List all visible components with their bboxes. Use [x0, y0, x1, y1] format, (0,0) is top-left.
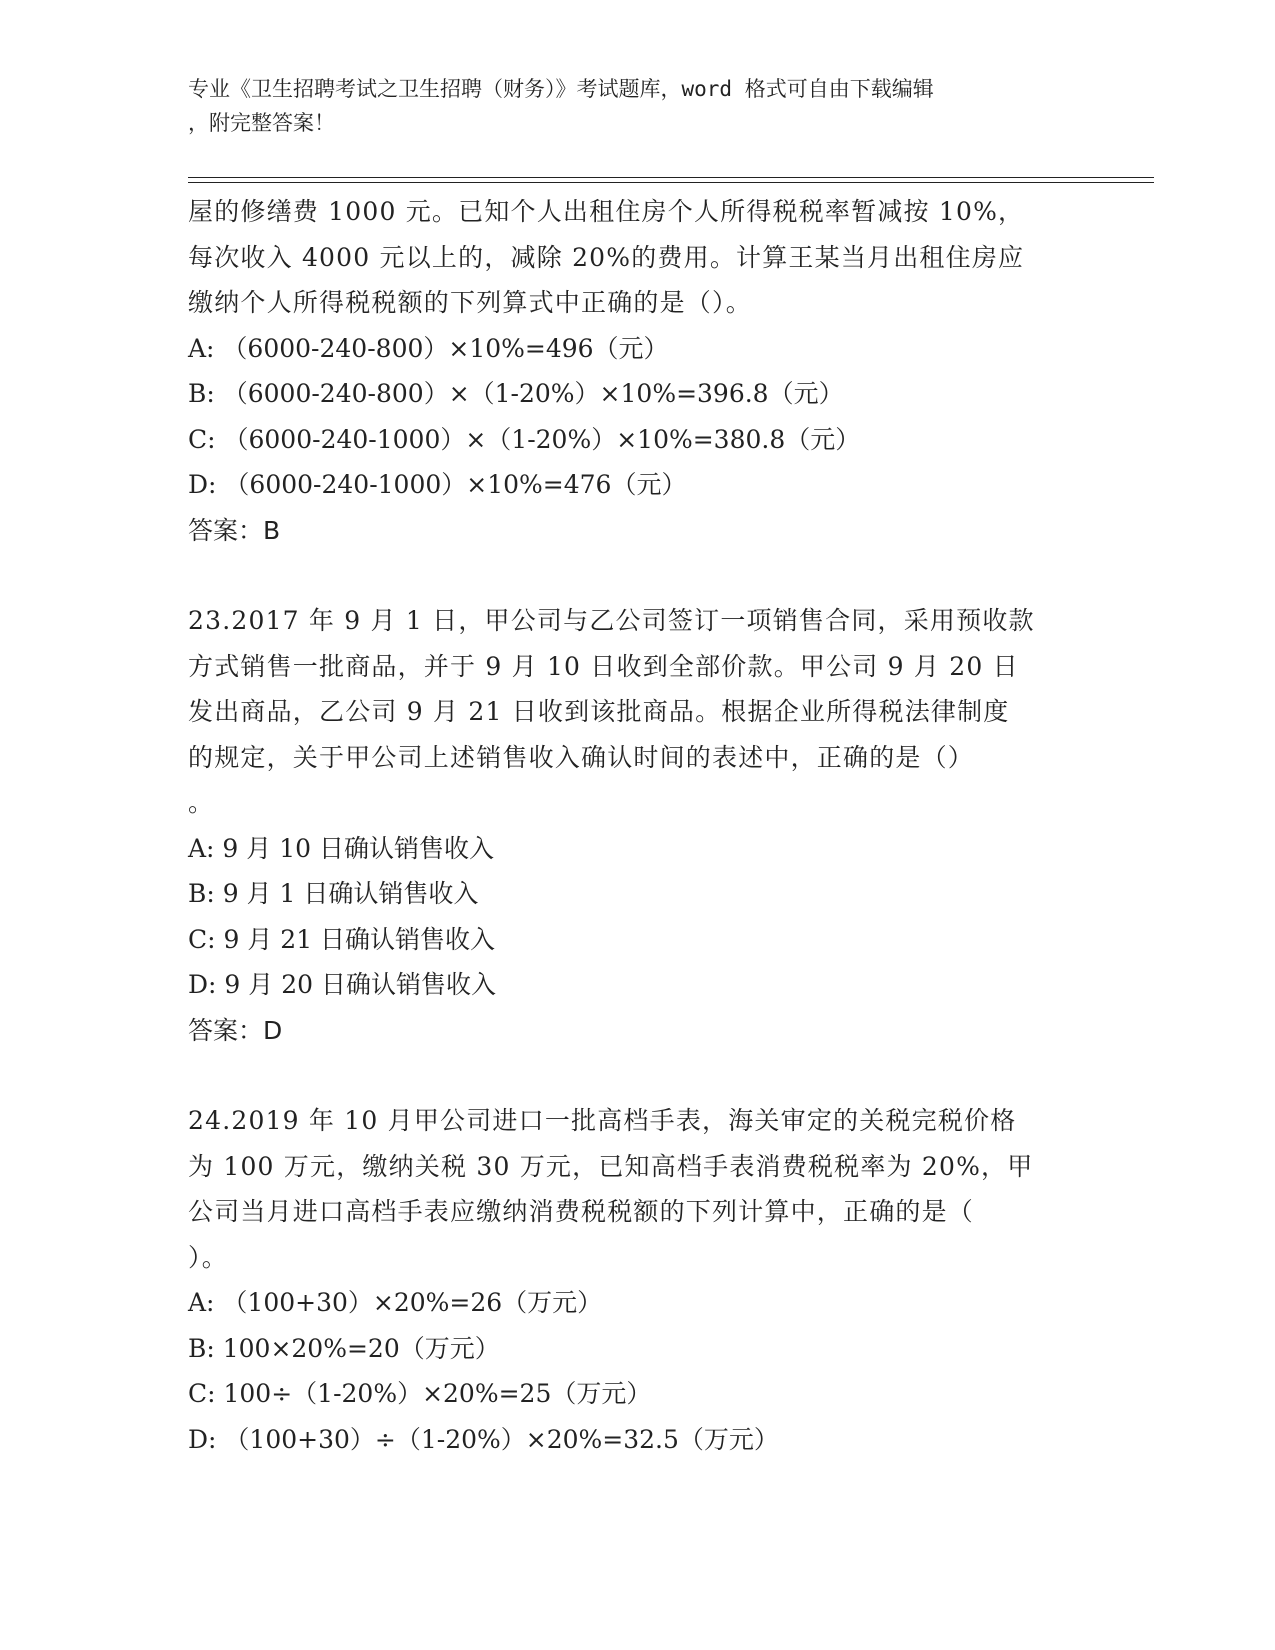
question-stem-line: 缴纳个人所得税税额的下列算式中正确的是（）。 — [188, 288, 752, 317]
option-d: D: 9 月 20 日确认销售收入 — [188, 970, 496, 999]
question-stem-line: 每次收入 4000 元以上的，减除 20%的费用。计算王某当月出租住房应 — [188, 242, 1025, 272]
header-divider-top — [188, 177, 1154, 178]
document-header — [188, 72, 1058, 140]
option-a: A: （6000-240-800）×10%=496（元） — [188, 333, 669, 363]
question-stem-line: 发出商品，乙公司 9 月 21 日收到该批商品。根据企业所得税法律制度 — [188, 697, 1010, 726]
header-divider-bottom — [188, 182, 1154, 183]
question-stem-line: 23.2017 年 9 月 1 日，甲公司与乙公司签订一项销售合同，采用预收款 — [188, 606, 1035, 635]
header-line-2: ，附完整答案！ — [188, 111, 335, 135]
spacer — [188, 1053, 1088, 1098]
option-b: B: 9 月 1 日确认销售收入 — [188, 879, 479, 908]
question-stem-line: 为 100 万元，缴纳关税 30 万元，已知高档手表消费税税率为 20%，甲 — [188, 1151, 1034, 1181]
option-c: C: 9 月 21 日确认销售收入 — [188, 924, 496, 954]
question-stem-line: 24.2019 年 10 月甲公司进口一批高档手表，海关审定的关税完税价格 — [188, 1106, 1017, 1135]
answer-label: 答案：D — [188, 1015, 283, 1045]
option-a: A: 9 月 10 日确认销售收入 — [188, 833, 494, 863]
option-d: D: （6000-240-1000）×10%=476（元） — [188, 470, 687, 499]
question-stem-line: 。 — [188, 788, 215, 817]
header-line-1: 专业《卫生招聘考试之卫生招聘（财务）》考试题库，word 格式可自由下载编辑 — [188, 77, 934, 101]
answer-label: 答案：B — [188, 515, 281, 545]
document-body — [188, 189, 1088, 1462]
option-b: B: 100×20%=20（万元） — [188, 1333, 500, 1363]
option-d: D: （100+30）÷（1-20%）×20%=32.5（万元） — [188, 1424, 779, 1454]
question-stem-line: 方式销售一批商品，并于 9 月 10 日收到全部价款。甲公司 9 月 20 日 — [188, 651, 1019, 681]
question-stem-line: 公司当月进口高档手表应缴纳消费税税额的下列计算中，正确的是（ — [188, 1197, 975, 1226]
option-a: A: （100+30）×20%=26（万元） — [188, 1288, 603, 1317]
option-b: B: （6000-240-800）×（1-20%）×10%=396.8（元） — [188, 379, 844, 408]
spacer — [188, 553, 1088, 598]
question-stem-line: 屋的修缮费 1000 元。已知个人出租住房个人所得税税率暂减按 10%， — [188, 197, 1025, 226]
question-22-continued — [188, 189, 1088, 553]
question-stem-line: ）。 — [188, 1242, 228, 1272]
option-c: C: 100÷（1-20%）×20%=25（万元） — [188, 1379, 652, 1408]
question-stem-line: 的规定，关于甲公司上述销售收入确认时间的表述中，正确的是（） — [188, 742, 975, 772]
question-23 — [188, 598, 1088, 1053]
option-c: C: （6000-240-1000）×（1-20%）×10%=380.8（元） — [188, 424, 861, 454]
question-24 — [188, 1098, 1088, 1462]
